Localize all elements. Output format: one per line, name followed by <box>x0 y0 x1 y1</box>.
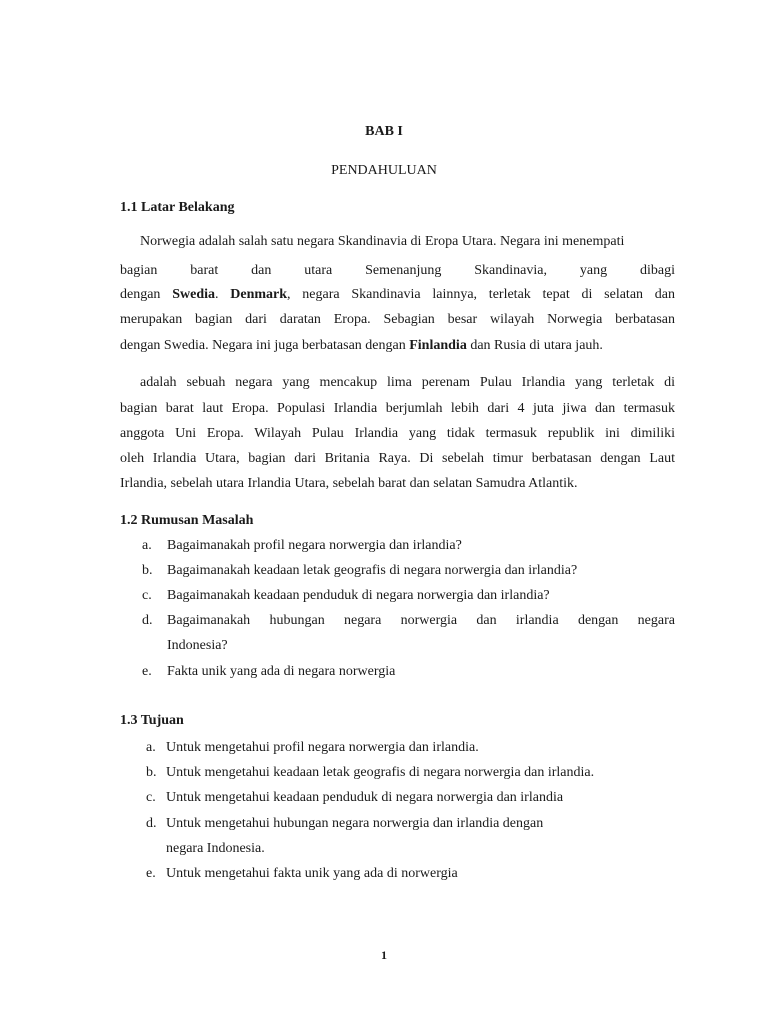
paragraph-norwegia-line: bagian barat dan utara Semenanjung Skandinavia, yang dibagi <box>120 263 675 278</box>
list-marker: e. <box>146 866 156 881</box>
section-heading-latar-belakang: 1.1 Latar Belakang <box>120 200 235 215</box>
list-item: Untuk mengetahui fakta unik yang ada di norwergia <box>166 866 458 881</box>
page-number: 1 <box>381 948 387 962</box>
list-item: Untuk mengetahui keadaan letak geografis di negara norwergia dan irlandia. <box>166 765 595 780</box>
text-span: . <box>215 287 231 302</box>
list-item: Bagaimanakah profil negara norwergia dan irlandia? <box>167 538 462 553</box>
list-marker: a. <box>142 538 152 553</box>
bold-denmark: Denmark <box>230 287 288 302</box>
list-marker: c. <box>146 790 156 805</box>
list-item: Fakta unik yang ada di negara norwergia <box>167 664 396 679</box>
text-span: , negara Skandinavia lainnya, terletak tepat di selatan dan <box>287 287 676 302</box>
chapter-title: PENDAHULUAN <box>331 163 437 178</box>
list-item: Untuk mengetahui keadaan penduduk di negara norwergia dan irlandia <box>166 790 564 805</box>
list-marker: d. <box>142 613 153 628</box>
paragraph-norwegia-line <box>120 338 675 354</box>
bold-swedia: Swedia <box>172 287 215 302</box>
text-span: dengan Swedia. Negara ini juga berbatasan dengan <box>120 338 410 353</box>
paragraph-norwegia-line: Norwegia adalah salah satu negara Skandinavia di Eropa Utara. Negara ini menempati <box>140 234 625 249</box>
list-marker: d. <box>146 816 157 831</box>
list-item: Untuk mengetahui profil negara norwergia dan irlandia. <box>166 740 479 755</box>
paragraph-irlandia-line: bagian barat laut Eropa. Populasi Irlandia berjumlah lebih dari 4 juta jiwa dan termasuk <box>120 401 675 416</box>
list-item-continuation: Indonesia? <box>167 638 228 653</box>
paragraph-irlandia-line: adalah sebuah negara yang mencakup lima perenam Pulau Irlandia yang terletak di <box>140 375 675 390</box>
list-item-continuation: negara Indonesia. <box>166 841 265 856</box>
paragraph-irlandia-line: anggota Uni Eropa. Wilayah Pulau Irlandia yang tidak termasuk republik ini dimiliki <box>120 426 675 441</box>
text-span: dengan <box>120 287 173 302</box>
list-marker: b. <box>146 765 157 780</box>
list-item: Bagaimanakah keadaan penduduk di negara norwergia dan irlandia? <box>167 588 550 603</box>
list-item: Bagaimanakah hubungan negara norwergia dan irlandia dengan negara <box>167 613 675 628</box>
chapter-label: BAB I <box>365 124 403 139</box>
section-heading-rumusan-masalah: 1.2 Rumusan Masalah <box>120 513 254 528</box>
list-marker: b. <box>142 563 153 578</box>
paragraph-norwegia-line <box>120 287 675 303</box>
paragraph-irlandia-line: Irlandia, sebelah utara Irlandia Utara, sebelah barat dan selatan Samudra Atlantik. <box>120 476 578 491</box>
list-item: Untuk mengetahui hubungan negara norwergia dan irlandia dengan <box>166 816 544 831</box>
bold-finlandia: Finlandia <box>409 338 467 353</box>
list-marker: c. <box>142 588 152 603</box>
text-span: dan Rusia di utara jauh. <box>466 338 603 353</box>
list-marker: a. <box>146 740 156 755</box>
list-marker: e. <box>142 664 152 679</box>
paragraph-irlandia-line: oleh Irlandia Utara, bagian dari Britania Raya. Di sebelah timur berbatasan dengan Laut <box>120 451 675 466</box>
section-heading-tujuan: 1.3 Tujuan <box>120 713 184 728</box>
paragraph-norwegia-line: merupakan bagian dari daratan Eropa. Sebagian besar wilayah Norwegia berbatasan <box>120 312 675 327</box>
list-item: Bagaimanakah keadaan letak geografis di negara norwergia dan irlandia? <box>167 563 578 578</box>
